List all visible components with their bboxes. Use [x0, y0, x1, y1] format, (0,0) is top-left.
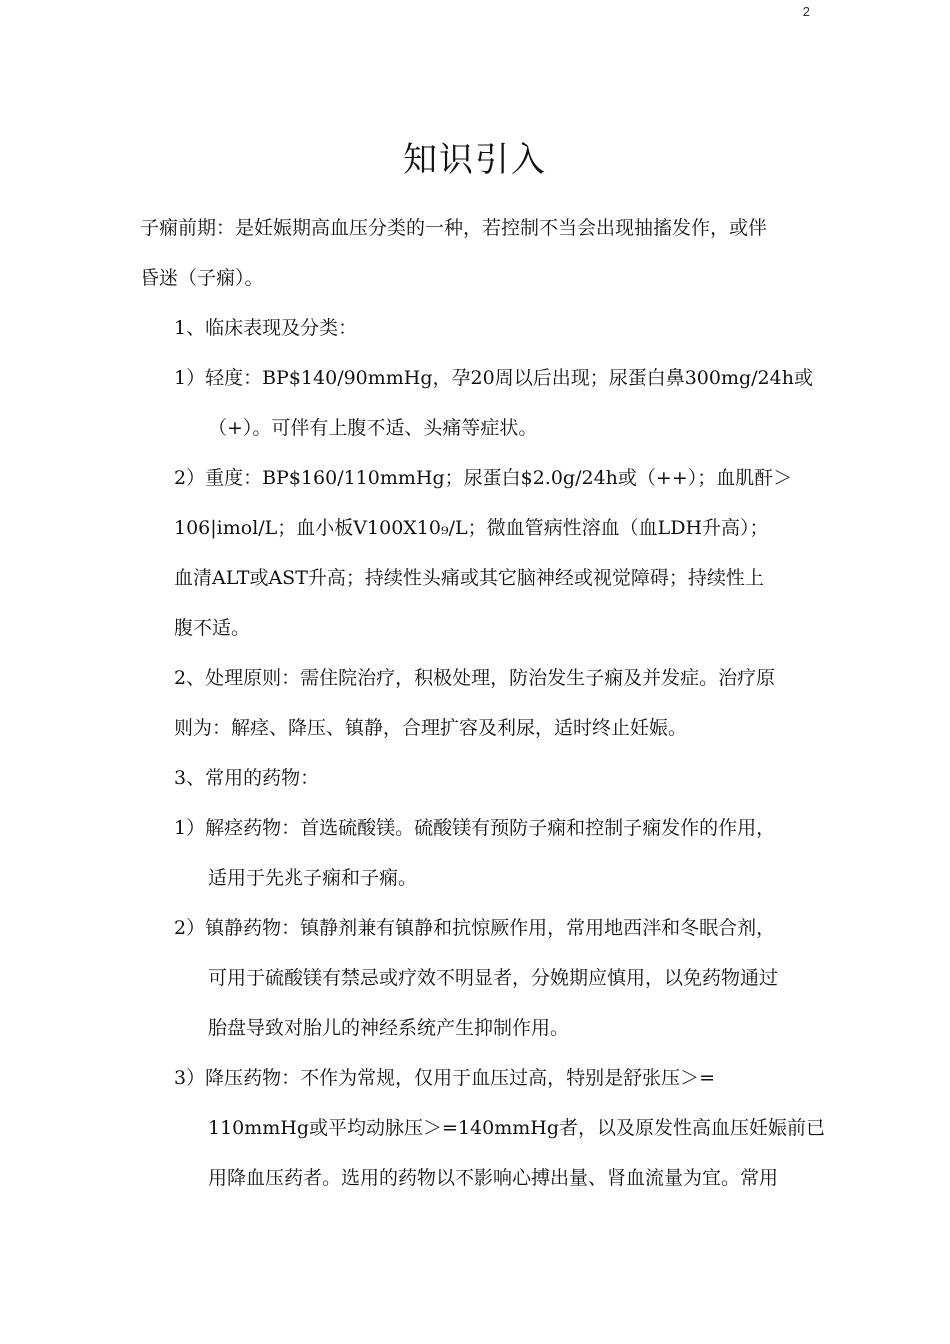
list-item: 3）降压药物：不作为常规，仅用于血压过高，特别是舒张压＞= — [174, 1067, 716, 1089]
list-item-continuation: 适用于先兆子痫和子痫。 — [208, 867, 418, 889]
page-number: 2 — [802, 4, 810, 19]
list-item-continuation: 血清ALT或AST升高；持续性头痛或其它脑神经或视觉障碍；持续性上 — [174, 567, 764, 589]
list-item: 2）重度：BP$160/110mmHg；尿蛋白$2.0g/24h或（++）；血肌酐＞ — [174, 467, 793, 489]
section-heading: 2、处理原则：需住院治疗，积极处理，防治发生子痫及并发症。治疗原 — [174, 667, 776, 689]
section-heading: 3、常用的药物： — [174, 767, 320, 789]
list-item: 1）解痉药物：首选硫酸镁。硫酸镁有预防子痫和控制子痫发作的作用， — [174, 817, 776, 839]
list-item-continuation: 胎盘导致对胎儿的神经系统产生抑制作用。 — [208, 1017, 570, 1039]
list-item: 2）镇静药物：镇静剂兼有镇静和抗惊厥作用，常用地西泮和冬眠合剂， — [174, 917, 776, 939]
list-item-continuation: 腹不适。 — [174, 617, 251, 639]
list-item-continuation: 可用于硫酸镁有禁忌或疗效不明显者，分娩期应慎用，以免药物通过 — [208, 967, 779, 989]
list-item-continuation: 110mmHg或平均动脉压＞=140mmHg者，以及原发性高血压妊娠前已 — [208, 1117, 825, 1139]
paragraph-line: 昏迷（子痫）。 — [140, 267, 264, 289]
list-item-continuation: （+）。可伴有上腹不适、头痛等症状。 — [208, 417, 538, 439]
section-heading: 1、临床表现及分类： — [174, 317, 358, 339]
list-item-continuation: 106|imol/L；血小板V100X10₉/L；微血管病性溶血（血LDH升高）； — [174, 517, 769, 539]
list-item-continuation: 用降血压药者。选用的药物以不影响心搏出量、肾血流量为宜。常用 — [208, 1167, 779, 1189]
list-item: 1）轻度：BP$140/90mmHg，孕20周以后出现；尿蛋白鼻300mg/24h或 — [174, 367, 813, 389]
paragraph-line: 则为：解痉、降压、镇静，合理扩容及利尿，适时终止妊娠。 — [174, 717, 688, 739]
paragraph-line: 子痫前期：是妊娠期高血压分类的一种，若控制不当会出现抽搐发作，或伴 — [140, 217, 768, 239]
page-title: 知识引入 — [403, 140, 547, 180]
